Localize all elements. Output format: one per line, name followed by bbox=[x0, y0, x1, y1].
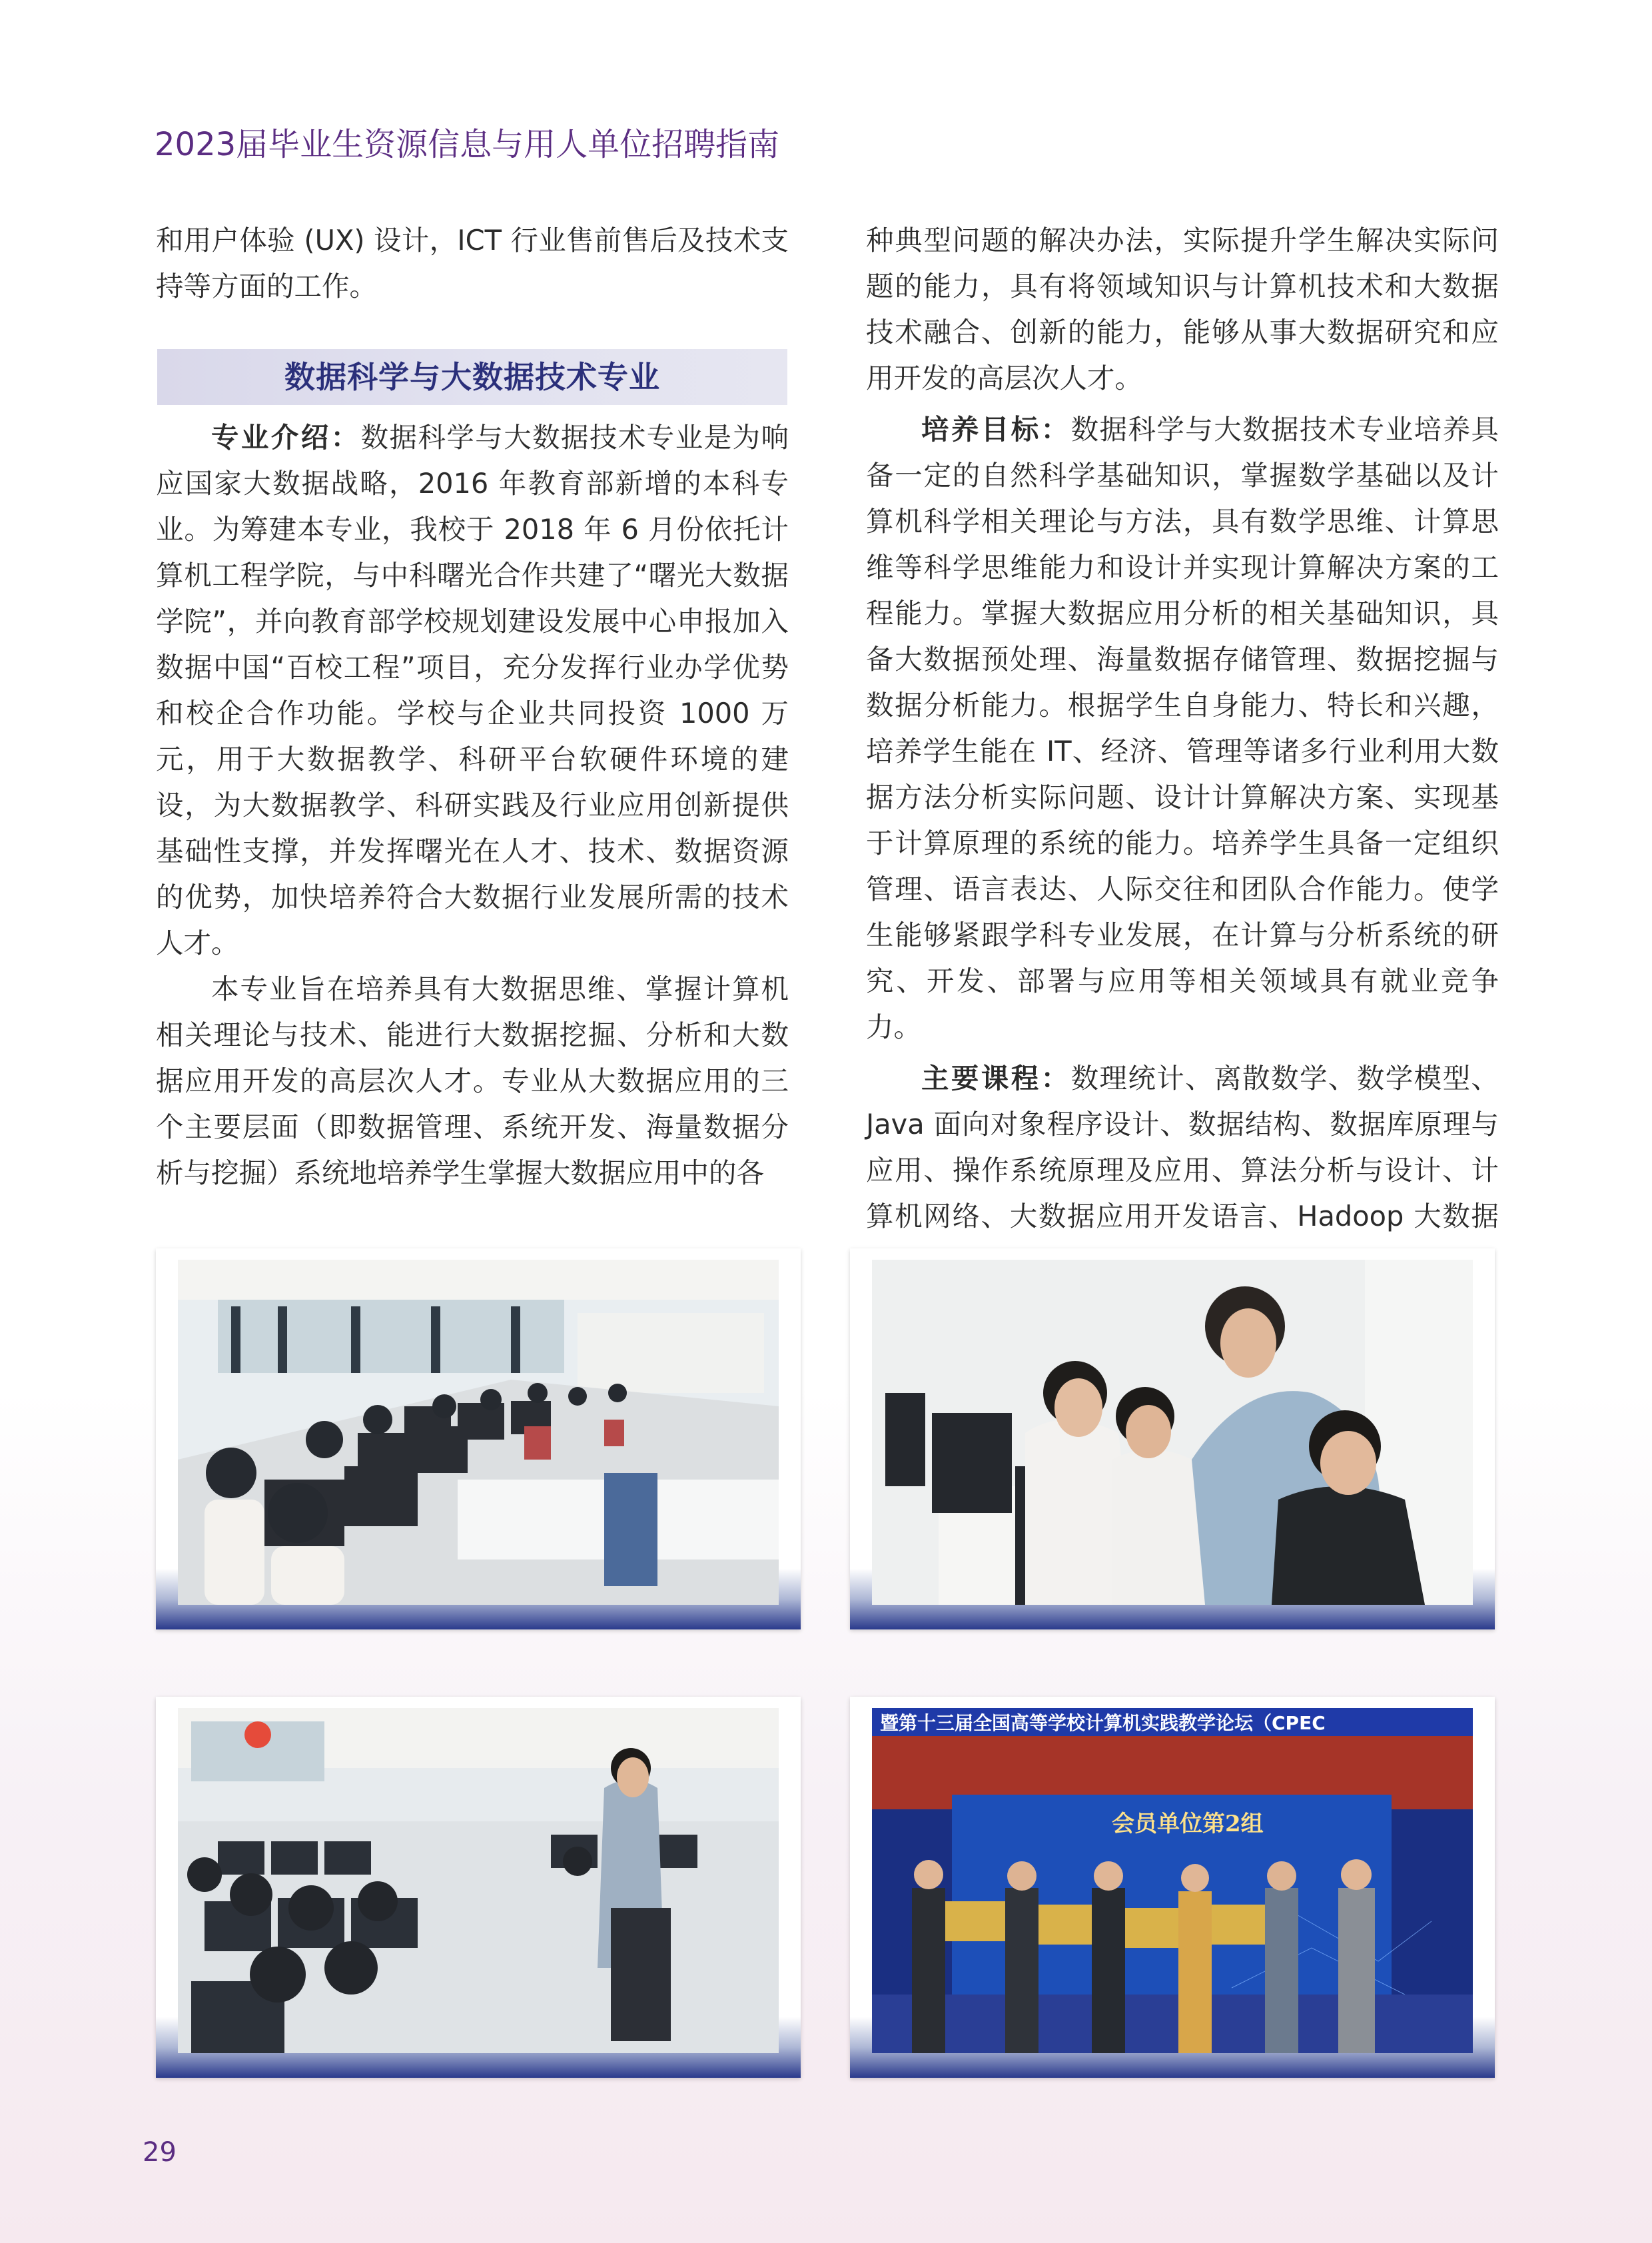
photo-instructor-students bbox=[850, 1248, 1495, 1629]
page-number: 29 bbox=[143, 2137, 177, 2168]
paragraph: 种典型问题的解决办法，实际提升学生解决实际问题的能力，具有将领域知识与计算机技术和大数据技术融合、创新的能力，能够从事大数据研究和应用开发的高层次人才。 bbox=[866, 224, 1499, 394]
paragraph-intro bbox=[156, 414, 789, 966]
goal-text: 数据科学与大数据技术专业培养具备一定的自然科学基础知识，掌握数学基础以及计算机科学相关理论与方法，具有数学思维、计算思维等科学思维能力和设计并实现计算解决方案的工程能力。掌握大数据应用分析的相关基础知识，具备大数据预处理、海量数据存储管理、数据挖掘与数据分析能力。根据学生自身能力、特长和兴趣，培养学生能在 IT、经济、管理等诸多行业利用大数据方法分析实际问题、设计计算解决方案、实现基于计算原理的系统的能力。培养学生具备一定组织管理、语言表达、人际交往和团队合作能力。使学生能够紧跟学科专业发展，在计算与分析系统的研究、开发、部署与应用等相关领域具有就业竞争力。 bbox=[866, 413, 1499, 1043]
photo-award-ceremony bbox=[850, 1697, 1495, 2078]
paragraph-goal bbox=[866, 406, 1499, 1050]
instructor-photo bbox=[872, 1260, 1473, 1605]
running-title: 2023届毕业生资源信息与用人单位招聘指南 bbox=[155, 126, 780, 163]
paragraph: 和用户体验 (UX) 设计，ICT 行业售前售后及技术支持等方面的工作。 bbox=[156, 224, 789, 302]
photo-lab-teacher bbox=[156, 1697, 801, 2078]
courses-label: 主要课程： bbox=[921, 1062, 1071, 1095]
award-photo bbox=[872, 1708, 1473, 2053]
photo-computer-lab bbox=[156, 1248, 801, 1629]
paragraph: 本专业旨在培养具有大数据思维、掌握计算机相关理论与技术、能进行大数据挖掘、分析和大数据应用开发的高层次人才。专业从大数据应用的三个主要层面（即数据管理、系统开发、海量数据分析与挖掘）系统地培养学生掌握大数据应用中的各 bbox=[156, 973, 789, 1189]
intro-text: 数据科学与大数据技术专业是为响应国家大数据战略，2016 年教育部新增的本科专业。为筹建本专业，我校于 2018 年 6 月份依托计算机工程学院，与中科曙光合作共建了“曙光大数据学院”，并向教育部学校规划建设发展中心申报加入数据中国“百校工程”项目，充分发挥行业办学优势和校企合作功能。学校与企业共同投资 1000 万元，用于大数据教学、科研平台软硬件环境的建设，为大数据教学、科研实践及行业应用创新提供基础性支撑，并发挥曙光在人才、技术、数据资源的优势，加快培养符合大数据行业发展所需的技术人才。 bbox=[156, 421, 789, 959]
intro-label: 专业介绍： bbox=[211, 421, 361, 454]
section-title: 数据科学与大数据技术专业 bbox=[284, 358, 660, 395]
right-column bbox=[866, 217, 1499, 1285]
award-stage-text: 会员单位第2组 bbox=[1112, 1811, 1264, 1837]
left-column bbox=[156, 217, 789, 1196]
section-title-banner bbox=[157, 349, 787, 405]
lab-teacher-photo bbox=[178, 1708, 779, 2053]
computer-lab-photo bbox=[178, 1260, 779, 1605]
goal-label: 培养目标： bbox=[921, 413, 1071, 446]
courses-text: 数理统计、离散数学、数学模型、Java 面向对象程序设计、数据结构、数据库原理与应用、操作系统原理及应用、算法分析与设计、计算机网络、大数据应用开发语言、Hadoop 大数据 bbox=[866, 1062, 1499, 1232]
award-banner-text: 暨第十三届全国高等学校计算机实践教学论坛（CPEC bbox=[880, 1712, 1326, 1734]
